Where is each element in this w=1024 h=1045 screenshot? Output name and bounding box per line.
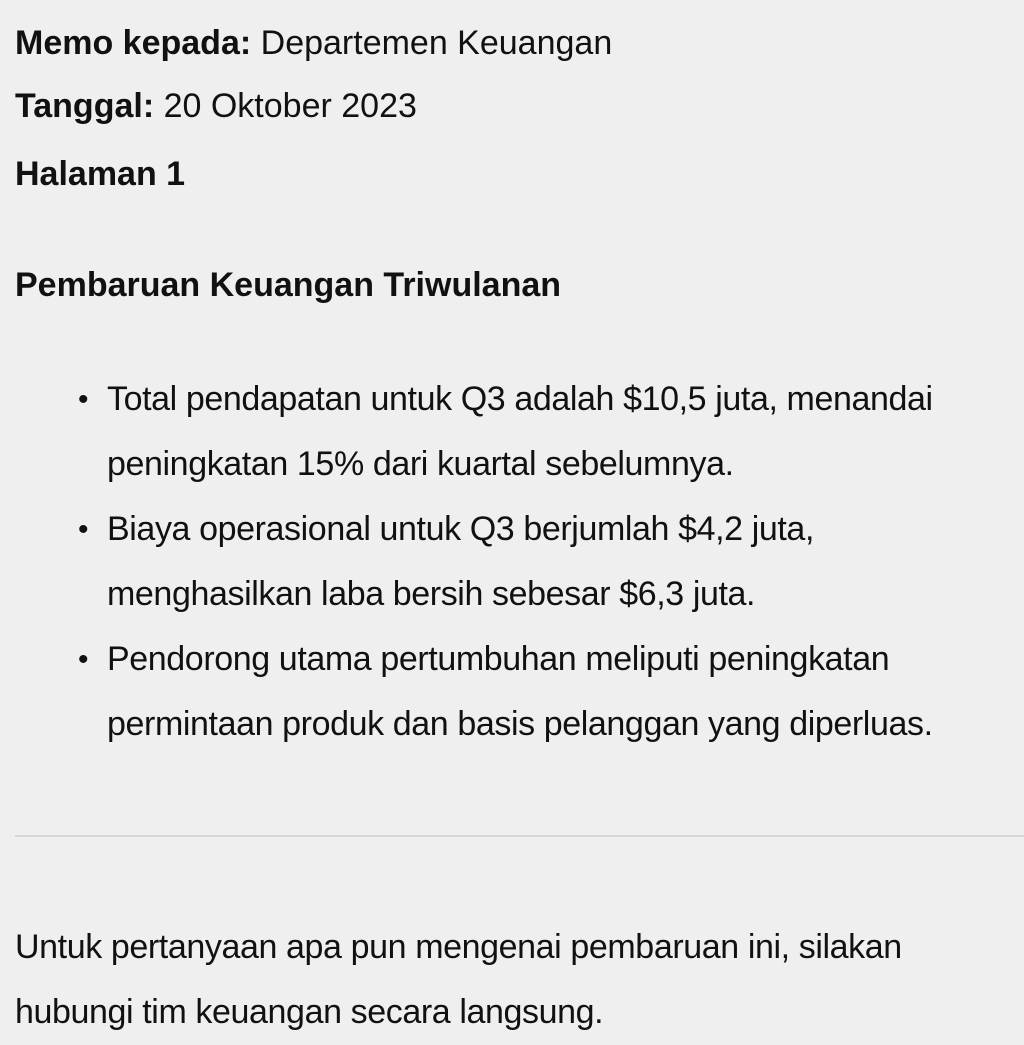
bullet-item-revenue bbox=[74, 367, 1014, 497]
bullet-dot-icon: • bbox=[78, 383, 89, 416]
bullet-item-expenses bbox=[74, 497, 1014, 627]
bullet-text-expenses: Biaya operasional untuk Q3 berjumlah $4,2 juta, menghasilkan laba bersih sebesar $6,3 juta. bbox=[107, 510, 814, 613]
memo-recipient-line bbox=[15, 26, 612, 60]
section-divider bbox=[15, 835, 1024, 837]
bullet-list bbox=[74, 367, 1014, 757]
bullet-dot-icon: • bbox=[78, 643, 89, 676]
memo-recipient-label: Memo kepada: bbox=[15, 24, 252, 62]
memo-date-line bbox=[15, 89, 417, 123]
bullet-item-growth-drivers bbox=[74, 627, 1014, 757]
memo-date-value: 20 Oktober 2023 bbox=[163, 87, 417, 125]
memo-recipient-value: Departemen Keuangan bbox=[260, 24, 613, 62]
bullet-text-growth-drivers: Pendorong utama pertumbuhan meliputi peningkatan permintaan produk dan basis pelanggan yang diperluas. bbox=[107, 640, 933, 743]
page-number: Halaman 1 bbox=[15, 155, 186, 193]
section-title: Pembaruan Keuangan Triwulanan bbox=[15, 266, 562, 304]
bullet-dot-icon: • bbox=[78, 513, 89, 546]
bullet-text-revenue: Total pendapatan untuk Q3 adalah $10,5 juta, menandai peningkatan 15% dari kuartal sebelumnya. bbox=[107, 380, 933, 483]
memo-date-label: Tanggal: bbox=[15, 87, 155, 125]
footer-note: Untuk pertanyaan apa pun mengenai pembaruan ini, silakan hubungi tim keuangan secara langsung. bbox=[15, 928, 902, 1031]
